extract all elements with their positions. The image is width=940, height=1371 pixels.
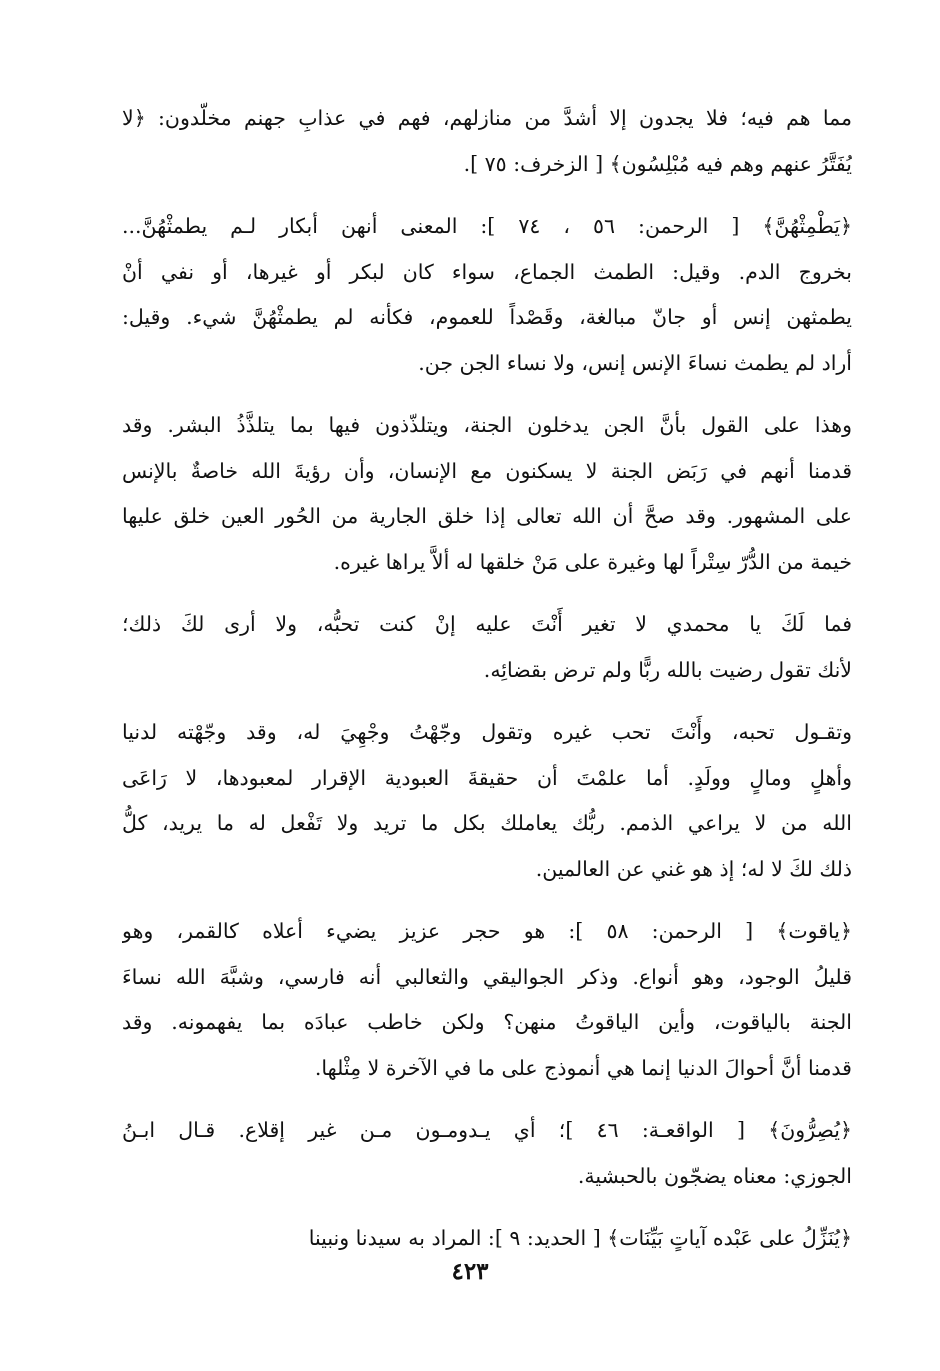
text-line: بخروج الدم. وقيل: الطمث الجماع، سواء كان لبكر أو غيرها، أو نفي أنْ <box>122 259 852 284</box>
text-line: الجوزي: معناه يضجّون بالحبشية. <box>577 1163 852 1188</box>
text-line: على المشهور. وقد صحَّ أن الله تعالى إذا خلق الجارية من الحُور العين خلق عليها <box>122 504 852 528</box>
text-line: يطمثهن إنس أو جانّ مبالغة، وقَصْداً للعموم، فكأنه لم يطمثْهُنَّ شيء. وقيل: <box>122 305 852 329</box>
text-line: قدمنا أنَّ أحوالَ الدنيا إنما هي أنموذج على ما في الآخرة لا مِثْلها. <box>314 1055 852 1080</box>
text-line: الجنة بالياقوت، وأين الياقوتُ منهن؟ ولكن خاطب عبادَه بما يفهمونه. وقد <box>122 1010 852 1034</box>
text-line: وأهلٍ ومالٍ وولَدٍ. أما علمْتَ أن حقيقةَ العبودية الإقرار لمعبودها، لا رَاعَى <box>122 765 852 790</box>
text-line: لأنك تقول رضيت بالله ربًّا ولم ترض بقضائِه. <box>483 657 852 682</box>
paragraph <box>122 710 852 892</box>
text-line: فما لَكَ يا محمدي لا تغير أَنْتَ عليه إنْ كنت تحبُّه، ولا أرى لكَ ذلك؛ <box>122 612 852 636</box>
page-body-text <box>122 96 852 1279</box>
text-line: ﴿يُنَزِّلُ على عَبْده آياتٍ بَيِّنَات﴾ [ الحديد: ٩ ]: المراد به سيدنا ونبينا <box>308 1226 852 1250</box>
text-line: قدمنا أنهم في رَبَض الجنة لا يسكنون مع الإنسان، وأن رؤيةَ الله خاصةٌ بالإنس <box>122 458 852 483</box>
text-line: يُفَتَّرُ عنهم وهم فيه مُبْلِسُون﴾ [ الزخرف: ٧٥ ]. <box>463 151 852 176</box>
text-line: ﴿ياقوت﴾ [ الرحمن: ٥٨ ]: هو حجر عزيز يضيء أعلاه كالقمر، وهو <box>122 919 852 943</box>
text-line: مما هم فيه؛ فلا يجدون إلا أشدَّ من منازلهم، فهم في عذابِ جهنم مخلّدون: ﴿لا <box>122 106 852 130</box>
paragraph <box>122 602 852 693</box>
text-line: قليلُ الوجود، وهو أنواع. وذكر الجواليقي والثعالبي أنه فارسي، وشبَّهَ الله نساءَ <box>122 964 852 989</box>
paragraph <box>122 403 852 585</box>
text-line: وتقـول تحبه، وأَنْتَ تحب غيره وتقول وجّهْتُ وجْهِيَ له، وقد وجّهْته لدنيا <box>122 720 852 744</box>
text-line: ﴿يَطْمِثْهُنَّ﴾ [ الرحمن: ٥٦ ، ٧٤ ]: المعنى أنهن أبكار لـم يطمثْهُنَّ... <box>122 214 852 238</box>
text-line: وهذا على القول بأنَّ الجن يدخلون الجنة، ويتلذّذون فيها بما يتلذَّذُ البشر. وقد <box>122 413 852 437</box>
text-line: ذلك لكَ لا له؛ إذ هو غني عن العالمين. <box>535 856 852 881</box>
paragraph <box>122 96 852 187</box>
text-line: الله من لا يراعي الذمم. ربُّك يعاملك بكل ما تريد ولا تَفْعل له ما يريد، كلُّ <box>122 811 852 835</box>
paragraph <box>122 204 852 386</box>
paragraph <box>122 1108 852 1199</box>
text-line: خيمة من الدُّرّ سِتْراً لها وغيرة على مَنْ خلقها له ألاَّ يراها غيره. <box>333 549 852 574</box>
text-line: ﴿يُصِرُّونَ﴾ [ الواقعـة: ٤٦ ]؛ أي يـدومـون مـن غير إقلاع. قـال ابـنُ <box>122 1118 852 1142</box>
page-number: ٤٢٣ <box>451 1258 489 1285</box>
paragraph <box>122 1216 852 1262</box>
text-line: أراد لم يطمث نساءَ الإنس إنس، ولا نساء الجن جن. <box>418 350 852 375</box>
paragraph <box>122 909 852 1091</box>
